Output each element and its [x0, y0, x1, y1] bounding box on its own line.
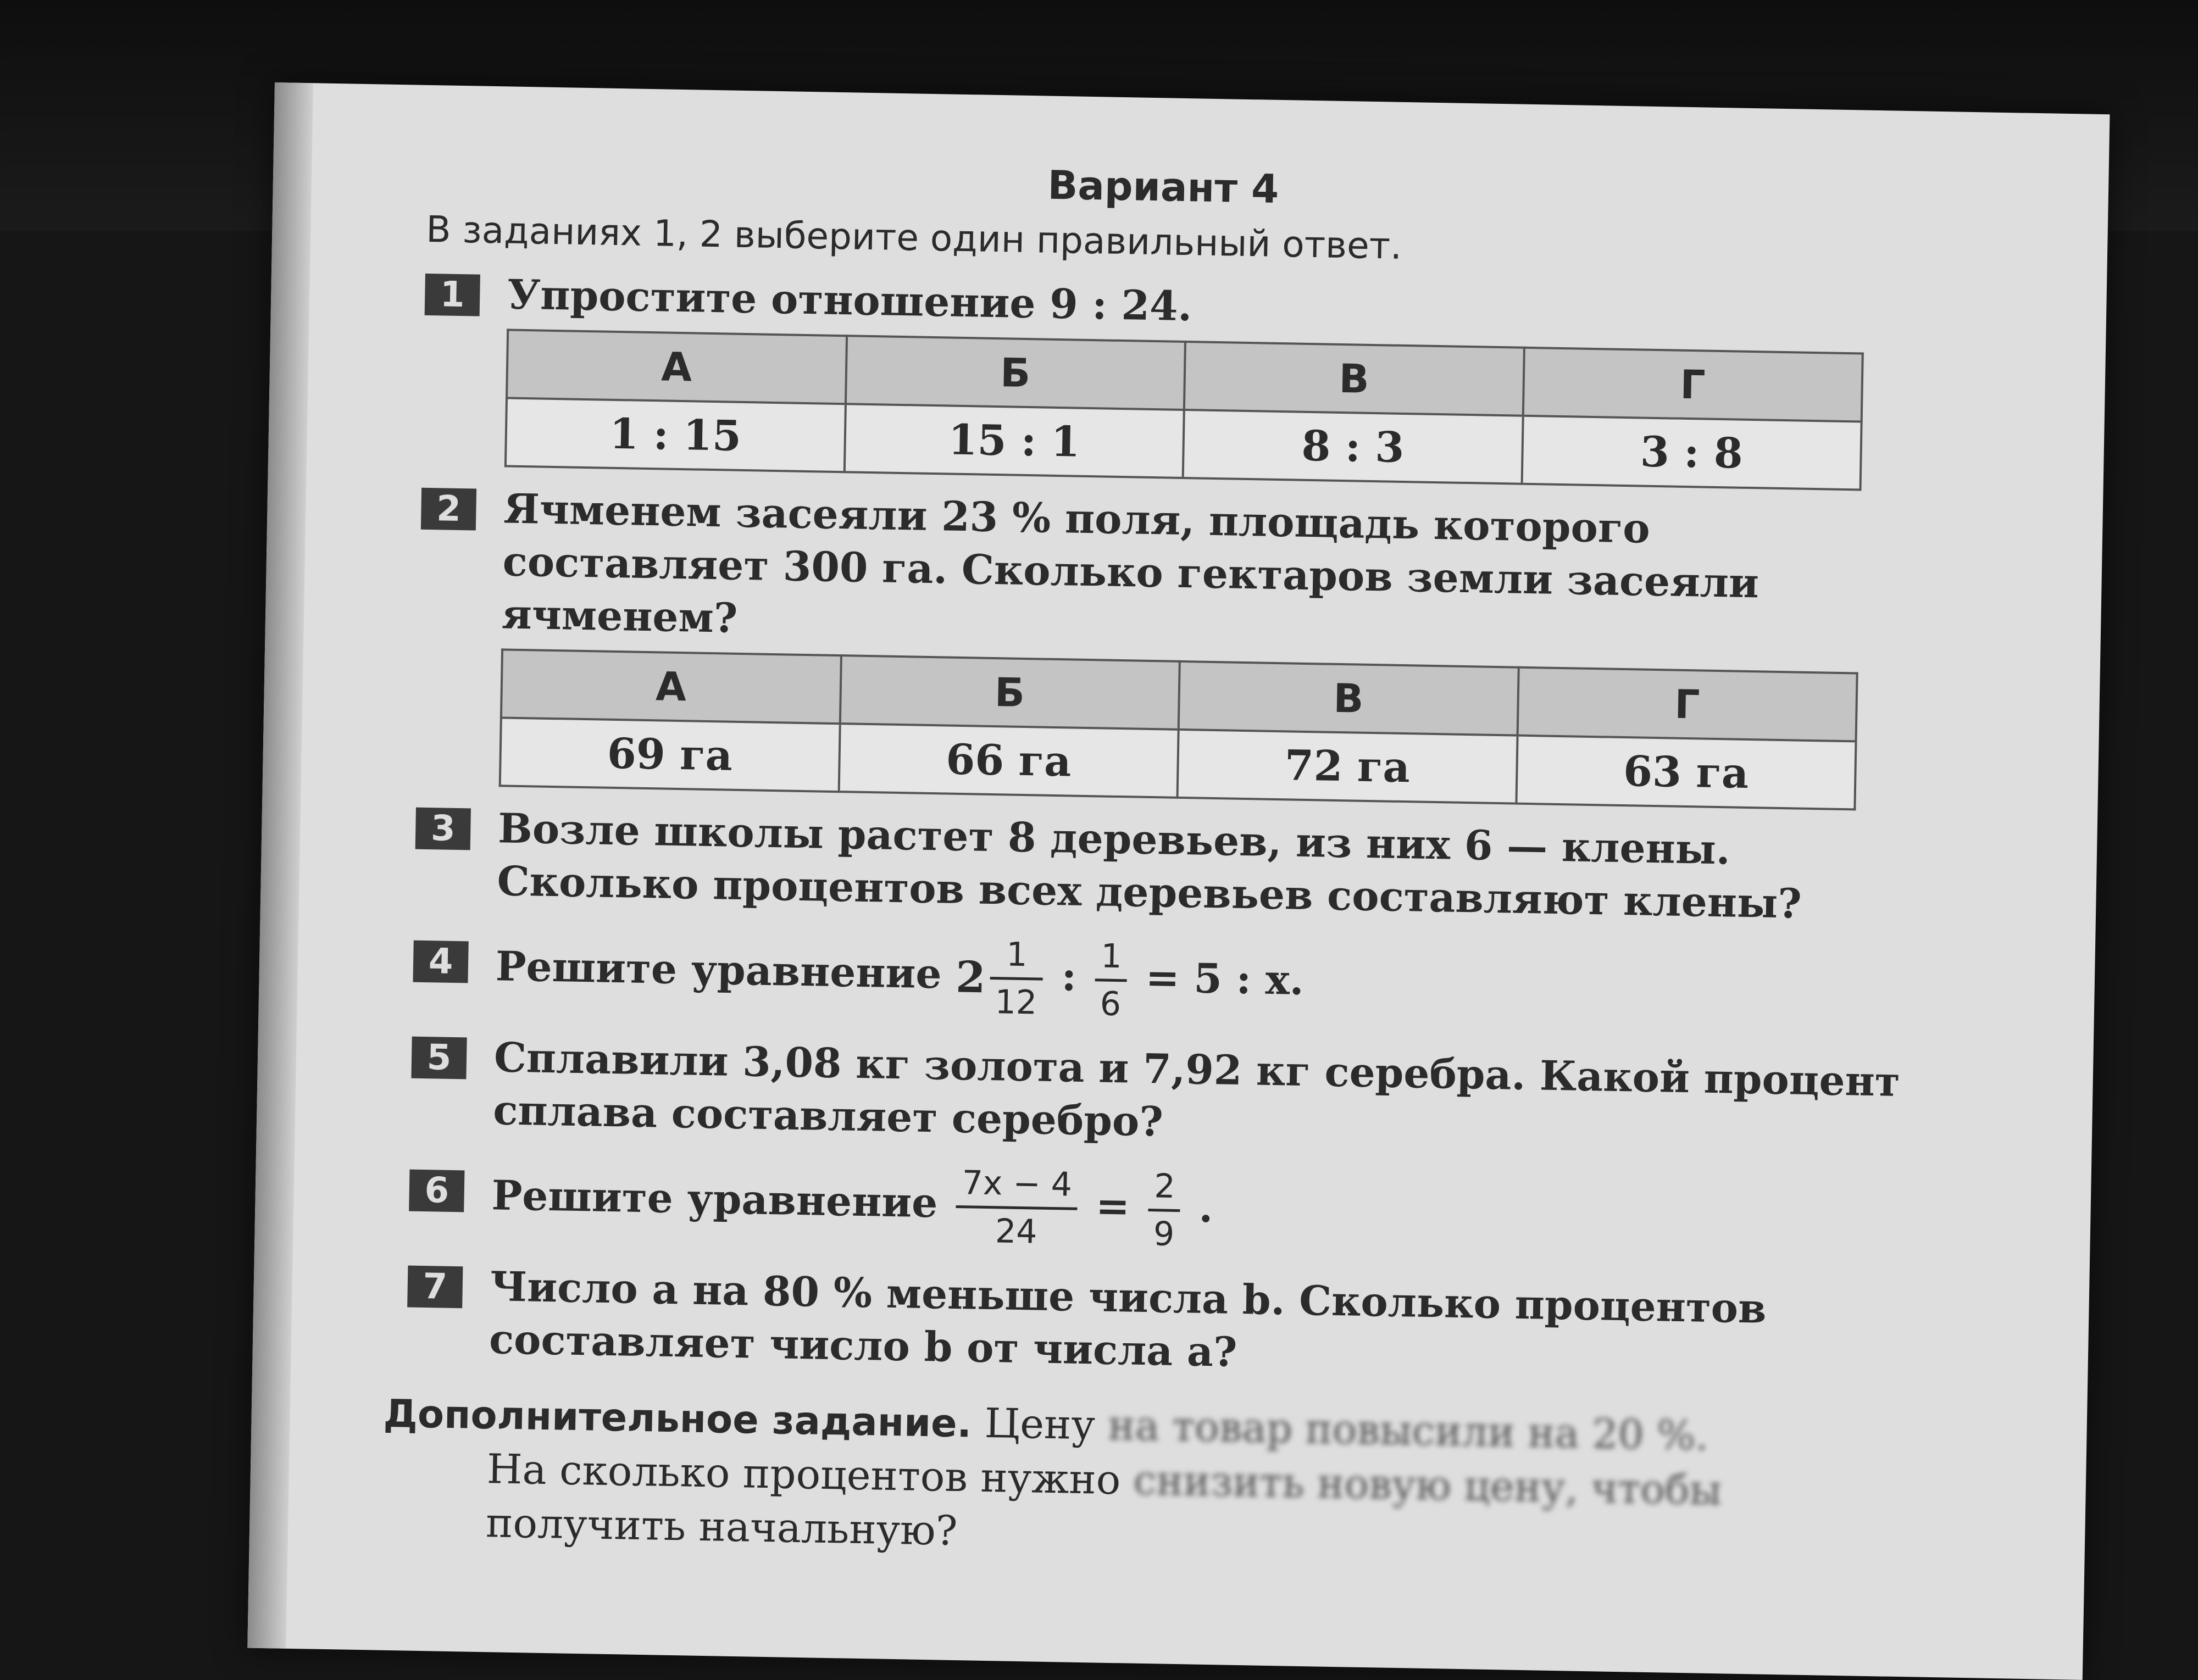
fraction	[989, 932, 1044, 1026]
fraction-numerator: 1	[990, 932, 1044, 981]
extra-task-text: получить начальную?	[485, 1499, 958, 1555]
operator: =	[1095, 1182, 1130, 1231]
answer-table	[499, 648, 1858, 810]
answer-option: 66 га	[839, 724, 1179, 798]
task-4	[390, 921, 1908, 1041]
worksheet-page	[247, 82, 2110, 1680]
task-5	[388, 1030, 1907, 1161]
equation-rest: .	[1198, 1184, 1214, 1232]
task-6	[386, 1150, 1905, 1270]
task-text: Ячменем засеяли 23 % поля, площадь которого составляет 300 га. Сколько гектаров земли засеяли ячменем?	[501, 485, 1759, 642]
answer-option: 8 : 3	[1183, 410, 1523, 484]
task-number-badge: 4	[413, 941, 468, 983]
task-text: Упростите отношение 9 : 24.	[507, 271, 1193, 331]
variant-title: Вариант 4	[1047, 162, 1279, 212]
task-text: Решите уравнение	[495, 943, 942, 998]
extra-task-text-blurred: на товар повысили на 20 %.	[1107, 1401, 1709, 1460]
fraction-denominator: 6	[1100, 984, 1122, 1024]
fraction-denominator: 24	[995, 1212, 1038, 1251]
task-number-badge: 3	[415, 808, 471, 850]
task-text: Решите уравнение	[491, 1172, 939, 1227]
fraction	[1147, 1164, 1181, 1257]
answer-letter: А	[507, 330, 847, 404]
task-number-badge: 2	[421, 488, 476, 531]
operator: :	[1061, 953, 1077, 1000]
answer-letter: В	[1184, 342, 1524, 416]
task-1	[400, 266, 1920, 492]
answer-letter: А	[501, 649, 841, 724]
task-number-badge: 5	[411, 1037, 467, 1080]
worksheet-content	[381, 151, 1922, 1575]
extra-task-text: Цену	[984, 1399, 1096, 1449]
task-text: Сплавили 3,08 кг золота и 7,92 кг серебра. Какой процент сплава составляет серебро?	[492, 1034, 1901, 1146]
extra-task-text: На сколько процентов нужно	[486, 1445, 1122, 1504]
task-7	[384, 1259, 1902, 1390]
answer-option: 1 : 15	[506, 398, 846, 472]
answer-letter: Б	[840, 655, 1180, 730]
answer-option: 69 га	[500, 717, 840, 792]
fraction-numerator: 2	[1148, 1164, 1181, 1212]
task-number-badge: 6	[409, 1170, 464, 1212]
task-number-badge: 7	[407, 1266, 463, 1309]
equation-rest: = 5 : x.	[1145, 954, 1305, 1004]
fraction	[955, 1160, 1078, 1255]
fraction	[1094, 933, 1128, 1027]
extra-task	[381, 1386, 1900, 1575]
answer-letter: Г	[1523, 348, 1863, 422]
extra-task-label: Дополнительное задание.	[383, 1390, 972, 1447]
answer-option: 3 : 8	[1522, 416, 1862, 490]
instruction-text: В заданиях 1, 2 выберите один правильный ответ.	[425, 208, 1402, 268]
fraction-denominator: 12	[995, 983, 1037, 1022]
answer-table	[504, 329, 1864, 491]
task-text: Возле школы растет 8 деревьев, из них 6 — клены. Сколько процентов всех деревьев составляют клены?	[496, 805, 1802, 928]
answer-letter: В	[1179, 661, 1519, 736]
fraction-numerator: 7x − 4	[956, 1160, 1078, 1210]
task-3	[392, 800, 1911, 932]
task-text: Число a на 80 % меньше числа b. Сколько процентов составляет число b от числа a?	[489, 1263, 1767, 1376]
fraction-denominator: 9	[1153, 1215, 1175, 1254]
answer-letter: Б	[845, 336, 1185, 410]
answer-letter: Г	[1517, 667, 1857, 742]
task-2	[395, 481, 1916, 811]
fraction-numerator: 1	[1095, 933, 1128, 982]
page-edge-shadow	[247, 82, 313, 1649]
answer-option: 15 : 1	[844, 404, 1184, 478]
answer-option: 72 га	[1178, 730, 1518, 804]
extra-task-text-blurred: снизить новую цену, чтобы	[1133, 1456, 1723, 1515]
mixed-number-whole: 2	[955, 952, 986, 1003]
answer-option: 63 га	[1516, 736, 1856, 810]
task-number-badge: 1	[425, 274, 480, 316]
